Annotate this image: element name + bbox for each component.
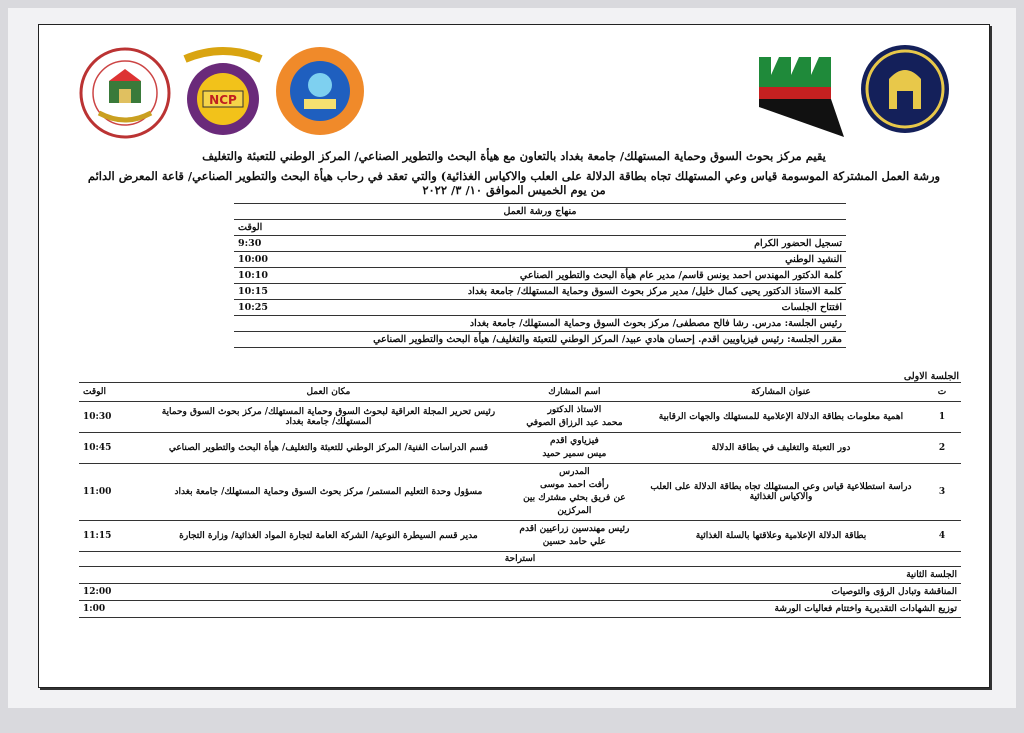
- header-line-1: يقيم مركز بحوث السوق وحماية المستهلك/ جامعة بغداد بالتعاون مع هيأة البحث والتطوير الصناعي/ المركز الوطني للتعبئة والتغليف: [202, 149, 826, 163]
- col-participant: اسم المشارك: [510, 383, 639, 402]
- break-row: [79, 552, 961, 567]
- program-time: [234, 316, 322, 332]
- session-2-time: 12:00: [79, 584, 147, 601]
- participant-line: فيزياوي اقدم: [549, 436, 599, 446]
- row-time: 10:30: [79, 402, 147, 433]
- program-time: 9:30: [234, 236, 322, 252]
- ncp-logo: [179, 43, 267, 139]
- market-research-center-logo: [79, 47, 171, 139]
- program-item: مقرر الجلسة: رئيس فيزياويين اقدم. إحسان هادي عبيد/ المركز الوطني للتعبئة والتغليف/ هيأة البحث والتطوير الصناعي: [322, 332, 846, 348]
- row-title: اهمية معلومات بطاقة الدلالة الإعلامية للمستهلك والجهات الرقابية: [639, 402, 923, 433]
- session-1-table: [79, 382, 961, 567]
- row-participant: [510, 464, 639, 521]
- program-item: كلمة الاستاذ الدكتور يحيى كمال خليل/ مدير مركز بحوث السوق وحماية المستهلك/ جامعة بغداد: [322, 284, 846, 300]
- header-line-2: ورشة العمل المشتركة الموسومة قياس وعي المستهلك تجاه بطاقة الدلالة على العلب والاكياس الغذائية) والتي تعقد في رحاب هيأة البحث والتطوير الصناعي/ قاعة المعرض الدائم من يوم الخميس الموافق ١٠/ ٣/ ٢٠٢٢: [87, 169, 941, 197]
- participant-line: ميس سمير حميد: [542, 449, 607, 459]
- session-2-item: توزيع الشهادات التقديرية واختتام فعاليات الورشة: [147, 601, 961, 618]
- document-sheet: [38, 24, 990, 688]
- program-time: [234, 332, 322, 348]
- table-row: [79, 464, 961, 521]
- program-time: 10:10: [234, 268, 322, 284]
- session-2-title: الجلسة الثانية: [79, 567, 961, 584]
- program-table: [234, 203, 846, 348]
- ncp-logo-text: NCP: [209, 93, 237, 107]
- program-item: تسجيل الحضور الكرام: [322, 236, 846, 252]
- participant-line: محمد عبد الرزاق الصوفي: [526, 418, 623, 428]
- session-2-item: المناقشة وتبادل الرؤى والتوصيات: [147, 584, 961, 601]
- participant-line: رئيس مهندسين زراعيين اقدم: [519, 524, 630, 534]
- row-workplace: مدير قسم السيطرة النوعية/ الشركة العامة لتجارة المواد الغذائية/ وزارة التجارة: [147, 521, 510, 552]
- row-num: 2: [923, 433, 961, 464]
- program-caption: منهاج ورشة العمل: [234, 204, 846, 220]
- col-workplace: مكان العمل: [147, 383, 510, 402]
- row-num: 3: [923, 464, 961, 521]
- row-time: 10:45: [79, 433, 147, 464]
- participant-line: رأفت احمد موسى: [539, 480, 609, 490]
- row-num: 1: [923, 402, 961, 433]
- program-time: 10:00: [234, 252, 322, 268]
- row-time: 11:00: [79, 464, 147, 521]
- session-2-table: [79, 567, 961, 618]
- table-row: [79, 433, 961, 464]
- participant-line: عن فريق بحثي مشترك بين المركزين: [523, 493, 626, 516]
- program-time-header: الوقت: [234, 220, 322, 236]
- row-participant: [510, 521, 639, 552]
- col-num: ت: [923, 383, 961, 402]
- row-workplace: مسؤول وحدة التعليم المستمر/ مركز بحوث السوق وحماية المستهلك/ جامعة بغداد: [147, 464, 510, 521]
- table-row: [79, 521, 961, 552]
- program-item: كلمة الدكتور المهندس احمد يونس قاسم/ مدير عام هيأة البحث والتطوير الصناعي: [322, 268, 846, 284]
- col-title: عنوان المشاركة: [639, 383, 923, 402]
- page-background: [8, 8, 1016, 708]
- session-1-title: الجلسة الاولى: [903, 371, 959, 382]
- program-item: النشيد الوطني: [322, 252, 846, 268]
- row-title: دراسة استطلاعية قياس وعي المستهلك تجاه بطاقة الدلالة على العلب والاكياس الغذائية: [639, 464, 923, 521]
- program-item: رئيس الجلسة: مدرس. رشا فالح مصطفى/ مركز بحوث السوق وحماية المستهلك/ جامعة بغداد: [322, 316, 846, 332]
- industry-ministry-seal: [274, 45, 366, 137]
- table-row: [79, 402, 961, 433]
- program-time: 10:25: [234, 300, 322, 316]
- row-num: 4: [923, 521, 961, 552]
- university-baghdad-seal: [859, 43, 951, 135]
- row-workplace: قسم الدراسات الفنية/ المركز الوطني للتعبئة والتغليف/ هيأة البحث والتطوير الصناعي: [147, 433, 510, 464]
- program-spacer: [322, 220, 846, 236]
- participant-line: علي حامد حسين: [542, 537, 606, 547]
- row-participant: [510, 402, 639, 433]
- program-item: افتتاح الجلسات: [322, 300, 846, 316]
- break-label: استراحة: [79, 552, 961, 567]
- row-title: بطاقة الدلالة الإعلامية وعلاقتها بالسلة الغذائية: [639, 521, 923, 552]
- col-time: الوقت: [79, 383, 147, 402]
- participant-line: المدرس: [559, 467, 590, 477]
- ministry-factory-logo: [749, 47, 849, 143]
- row-title: دور التعبئة والتغليف في بطاقة الدلالة: [639, 433, 923, 464]
- row-participant: [510, 433, 639, 464]
- row-workplace: رئيس تحرير المجلة العراقية لبحوث السوق وحماية المستهلك/ مركز بحوث السوق وحماية المستهلك/ جامعة بغداد: [147, 402, 510, 433]
- program-time: 10:15: [234, 284, 322, 300]
- row-time: 11:15: [79, 521, 147, 552]
- participant-line: الاستاذ الدكتور: [547, 405, 602, 415]
- session-2-time: 1:00: [79, 601, 147, 618]
